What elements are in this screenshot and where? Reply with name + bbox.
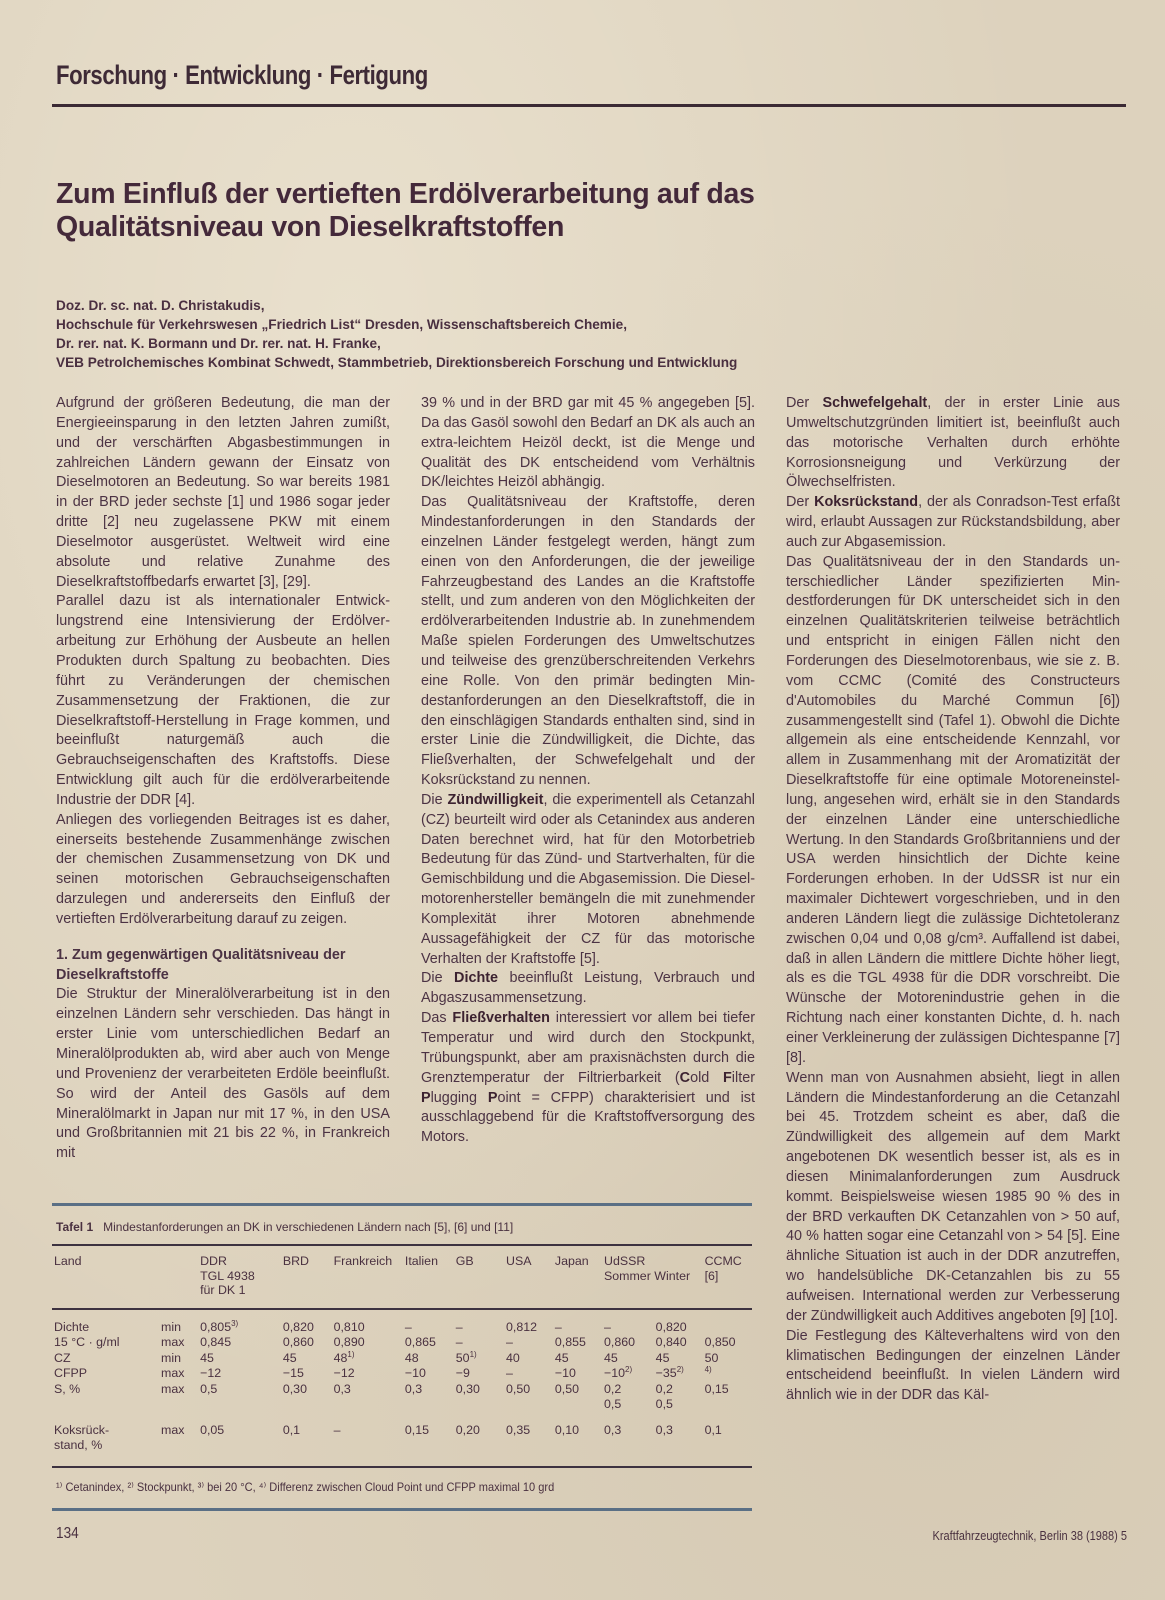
table-cell [504, 1351, 553, 1367]
table-label: Tafel 1 [56, 1220, 94, 1234]
text: Das [421, 1010, 453, 1027]
text: , die experimentell als Cetanzahl (CZ) beurteilt wird oder als Cetanindex aus anderen Daten berechnet wird, hat für den Motorbetrieb Bedeutung für das Zünd- und Startverhalten, für die Gemischbildung und die Abgasemission. Die Dieselmotorenhersteller bemängeln die mit zunehmender Komplexität ihrer Motoren abnehmende Aussagefähigkeit der CZ für das motorische Verhalten der Kraftstoffe [5]. [421, 791, 756, 967]
cell-value: 45 [604, 1350, 618, 1365]
cell-value: – [604, 1319, 611, 1334]
cell-value: 50 [455, 1350, 470, 1365]
table-cell [454, 1382, 504, 1398]
table-cell [332, 1382, 403, 1398]
table-cell [454, 1335, 504, 1351]
cell-value: −12 [333, 1366, 355, 1380]
cell-value: 0,850 [704, 1335, 736, 1349]
table-cell [504, 1310, 553, 1336]
paragraph: Aufgrund der größeren Bedeutung, die man der Energieeinsparung in den letzten Jahren zumißt, und der verschärften Abgasbestimmungen in zahlreichen Ländern gewann der Einsatz von Dieselmotoren an Bedeutung. So war bereits 1981 in der BRD jeder sechste [1] und 1986 sogar jeder dritte [2] neu zugelassene PKW mit einem Dieselmotor ausgerüstet. Weltweit wird eine absolute und relative Zunahme des Dieselkraftstoffbedarfs erwartet [3], [29]. [56, 395, 390, 590]
text: Der [786, 494, 815, 511]
table-cell [703, 1397, 752, 1413]
cell-value: 0,50 [554, 1381, 580, 1396]
cell-value: −10 [554, 1366, 576, 1380]
cell-value: −9 [455, 1366, 470, 1380]
keyword-schwefelgehalt: Schwefelgehalt [822, 395, 928, 411]
author-block [56, 296, 1056, 372]
table-end-rule [52, 1508, 752, 1511]
header-line: für DK 1 [200, 1283, 246, 1297]
cell-value: – [404, 1319, 412, 1334]
row-limit: max [161, 1422, 185, 1437]
text: interessiert vor allem bei tiefer Temperatur und wird durch den Stockpunkt, Trübungspunkt, aber am praxisnächsten durch die Grenztemperatur der Filtrierbarkeit ( [421, 1010, 755, 1086]
cell-value: 48 [404, 1350, 419, 1365]
row-label [52, 1366, 159, 1382]
header-line: TGL 4938 [200, 1268, 255, 1283]
row-label [52, 1413, 159, 1466]
paragraph: Die Struktur der Mineralölverarbeitung ist in den einzelnen Ländern sehr verschieden. Das hängt in erster Linie vom unterschiedlichen Bedarf an Mineralölprodukten ab, wird aber auch von Menge und Provenienz der verarbeiteten Erdöle beeinflußt. So wird der Anteil des Gasöls auf dem Mineralölmarkt in Japan nur mit 17 %, in den USA und Großbritannien mit 21 bis 22 %, in Frankreich mit [56, 986, 390, 1162]
table-cell [403, 1335, 454, 1351]
table-row [52, 1382, 752, 1398]
cell-value: – [506, 1366, 513, 1380]
paragraph [421, 791, 755, 970]
column-header-ddr [198, 1246, 281, 1308]
table-cell [403, 1382, 454, 1398]
text: Die [421, 791, 448, 808]
cell-value: 0,820 [655, 1319, 687, 1334]
section-1-heading: 1. Zum gegenwärtigen Qualitätsniveau der Dieselkraftstoffe [56, 946, 346, 983]
text: lugging [430, 1089, 488, 1106]
author-line: Dr. rer. nat. K. Bormann und Dr. rer. nat. H. Franke, [56, 336, 381, 351]
footnote-marker: 3) [231, 1318, 239, 1328]
table-cell [553, 1413, 602, 1466]
table-cell [553, 1366, 602, 1382]
table-cell [553, 1351, 602, 1367]
column-header-frankreich: Frankreich [333, 1254, 393, 1268]
cell-value: 0,3 [604, 1422, 622, 1437]
cell-value: 0,860 [604, 1335, 636, 1349]
cell-value: 0,845 [200, 1335, 232, 1349]
cell-value: – [333, 1422, 341, 1437]
table-row [52, 1351, 752, 1367]
row-label-text: S, % [54, 1381, 81, 1396]
header-rule [52, 104, 1126, 107]
table-cell [198, 1413, 281, 1466]
column-header-brd: BRD [282, 1254, 310, 1268]
subheader-sommer: Sommer [604, 1268, 651, 1283]
cell-value: 45 [655, 1350, 670, 1365]
row-label [52, 1382, 159, 1398]
row-label [52, 1351, 159, 1367]
table-cell [553, 1310, 602, 1336]
footnote-marker: 1) [469, 1349, 477, 1359]
table-cell [654, 1382, 703, 1398]
table-bottom-rule [52, 1466, 752, 1468]
table-cell [654, 1397, 703, 1413]
table-cell [504, 1413, 553, 1466]
footnote-marker: 2) [676, 1364, 684, 1374]
table-cell [602, 1397, 654, 1413]
cell-value: 45 [200, 1350, 214, 1365]
header-line: DDR [200, 1254, 227, 1268]
table-caption-text: Mindestanforderungen an DK in verschiedenen Ländern nach [5], [6] und [11] [103, 1220, 514, 1234]
text: old [690, 1069, 723, 1086]
table-cell [602, 1335, 654, 1351]
cell-value: 40 [506, 1350, 520, 1365]
text-column-1 [56, 394, 390, 1164]
paragraph: Das Qualitätsniveau der Kraftstoffe, deren Mindestanforderungen in den Standards der einzelnen Länder festgelegt werden, hängt zum einen von den Anforderungen, die der jeweilige Fahrzeugbestand des Landes an die Kraftstoffe stellt, und zum anderen von den Möglichkeiten der erdölverarbeitenden Industrie ab. In zunehmendem Maße spielen Forderungen des Umweltschutzes und teilweise des grenzüberschreitenden Verkehrs eine Rolle. Von den primär bedingten Mindestanforderungen an den Dieselkraftstoff, die in den einschlägigen Standards enthalten sind, sind in erster Linie die Zündwilligkeit, die Dichte, das Fließverhalten, der Schwefelgehalt und der Koksrückstand zu nennen. [421, 494, 755, 789]
paragraph [786, 394, 1120, 493]
row-label-text: CFPP [54, 1366, 88, 1380]
table-cell [504, 1397, 553, 1413]
header-line: [6] [704, 1268, 719, 1283]
table-cell [332, 1397, 403, 1413]
table-top-rule [52, 1203, 752, 1206]
cell-value: 0,10 [554, 1422, 580, 1437]
paragraph: 39 % und in der BRD gar mit 45 % angegeben [5]. Da das Gasöl sowohl den Bedarf an DK als auch an extra-leichtem Heizöl deckt, ist die Menge und Qualität des DK entscheidend vom Verhältnis DK/leichtes Heizöl abhängig. [421, 395, 755, 491]
table-cell [602, 1351, 654, 1367]
table-cell [198, 1310, 281, 1336]
acronym-letter: C [679, 1069, 691, 1086]
text: Die [421, 970, 455, 987]
table-cell [703, 1310, 752, 1336]
table-cell [332, 1413, 403, 1466]
table-cell [654, 1351, 703, 1367]
subheader-winter: Winter [654, 1268, 691, 1283]
table-cell [332, 1335, 403, 1351]
cell-value: −35 [655, 1366, 677, 1380]
cell-value: – [554, 1319, 562, 1334]
text: charakterisiert und ist ausschlaggebend für die Kraftstoffversorgung des Motors. [421, 1089, 755, 1146]
cell-value: – [455, 1319, 463, 1334]
paragraph: Parallel dazu ist als internationaler Entwicklungstrend eine Intensivierung der Erdölverarbeitung zur Erhöhung der Ausbeute an hellen Produkten durch Spaltung zu beobachten. Dies führt zu Veränderungen der chemischen Zusammensetzung der Fraktionen, die zur Dieselkraftstoff-Herstellung in Frage kommen, und beeinflußt naturgemäß auch die Gebrauchseigenschaften des Kraftstoffs. Diese Entwicklung gilt auch für die erdölverarbeitende Industrie der DDR [4]. [56, 593, 390, 808]
cell-value: 0,2 [604, 1381, 622, 1396]
cell-value: 48 [333, 1350, 348, 1365]
title-line-1: Zum Einfluß der vertieften Erdölverarbeitung auf das [56, 178, 755, 210]
paragraph [421, 969, 755, 1009]
text-column-3 [786, 394, 1120, 1406]
cell-value: 0,15 [704, 1381, 729, 1396]
paragraph: Die Festlegung des Kälteverhaltens wird von den klimatischen Bedingungen der einzelnen Länder entscheidend beeinflußt. In vielen Ländern wird ähnlich wie in der DDR das Käl- [786, 1327, 1120, 1404]
row-label [52, 1335, 159, 1351]
table-cell [504, 1382, 553, 1398]
cell-value: 0,2 [655, 1381, 673, 1396]
cell-value: 0,30 [282, 1381, 307, 1396]
table-row [52, 1397, 752, 1413]
keyword-koksrueckstand: Koksrückstand [814, 494, 919, 511]
table-cell [198, 1335, 281, 1351]
cell-value: 0,812 [506, 1319, 538, 1334]
table-cell [553, 1382, 602, 1398]
acronym-letter: P [421, 1089, 431, 1106]
row-label-text: stand, % [54, 1438, 103, 1452]
table-cell [602, 1366, 654, 1382]
text: beeinflußt Leistung, Verbrauch und Abgaszusammensetzung. [421, 970, 756, 1007]
text-column-2 [421, 394, 755, 1148]
text: ilter [731, 1069, 755, 1086]
table-cell [454, 1351, 504, 1367]
table-cell [281, 1310, 332, 1336]
cell-value: 0,860 [282, 1335, 314, 1349]
table-cell [654, 1413, 703, 1466]
row-label-text: Dichte [54, 1319, 90, 1334]
cell-value: −15 [282, 1366, 304, 1380]
acronym-letter: P [487, 1089, 498, 1106]
title-line-2: Qualitätsniveau von Dieselkraftstoffen [56, 211, 565, 243]
cell-value: 0,3 [333, 1381, 351, 1396]
table-cell [703, 1413, 752, 1466]
affiliation-line: VEB Petrolchemisches Kombinat Schwedt, Stammbetrieb, Direktionsbereich Forschung und Entwicklung [56, 355, 738, 370]
table-row [52, 1413, 752, 1466]
table-cell [198, 1366, 281, 1382]
table-cell [654, 1335, 703, 1351]
table-cell [703, 1382, 752, 1398]
row-label [52, 1397, 159, 1413]
column-header-gb: GB [455, 1254, 474, 1268]
table-cell [703, 1351, 752, 1367]
row-limit: max [161, 1381, 185, 1396]
paragraph: Wenn man von Ausnahmen absieht, liegt in allen Ländern die Mindestanforderung an die Cetanzahl bei 45. Trotzdem scheint es aber, daß die Zündwilligkeit des allgemein auf dem Markt angebotenen DK wesentlich besser ist, als es in diesen Minimalanforderungen zum Ausdruck kommt. Beispielsweise wiesen 1985 90 % des in der BRD verkauften DK Cetanzahlen von > 50 auf, 40 % hatten sogar eine Cetanzahl von > 54 [5]. Eine ähnliche Situation ist auch in der DDR anzutreffen, wo handelsübliche DK-Cetanzahlen bis zu 55 aufweisen. International werden zur Verbesserung der Zündwilligkeit auch Additives angeboten [9] [10]. [786, 1069, 1120, 1324]
table-cell [703, 1366, 752, 1382]
cell-value: 0,30 [455, 1381, 480, 1396]
keyword-fliessverhalten: Fließverhalten [452, 1010, 550, 1027]
cell-value: 45 [554, 1350, 569, 1365]
section-heading: Forschung · Entwicklung · Fertigung [56, 60, 428, 90]
cell-value: 0,20 [455, 1422, 480, 1437]
table-1 [52, 1203, 752, 1511]
cell-value: 0,5 [655, 1397, 673, 1411]
table-cell [198, 1382, 281, 1398]
row-label-text: CZ [54, 1350, 71, 1365]
column-header-italien: Italien [404, 1254, 438, 1268]
footnote-marker: 1) [347, 1349, 355, 1359]
column-header-japan: Japan [554, 1254, 589, 1268]
column-header-ccmc [703, 1246, 752, 1308]
cell-value: −10 [604, 1366, 626, 1380]
keyword-zuendwilligkeit: Zündwilligkeit [447, 791, 544, 808]
table-footnote: ¹⁾ Cetanindex, ²⁾ Stockpunkt, ³⁾ bei 20 °C, ⁴⁾ Differenz zwischen Cloud Point und CFPP maximal 10 grd [56, 1479, 555, 1494]
cell-value: 0,810 [333, 1319, 365, 1334]
row-limit: max [161, 1366, 185, 1380]
footnote-marker: 4) [704, 1364, 712, 1374]
cell-value: 0,840 [655, 1335, 687, 1349]
paragraph: Das Qualitätsniveau der in den Standards unterschiedlicher Länder spezifizierten Mindestforderungen für DK unterscheidet sich in den einzelnen Qualitätskriterien teilweise beträchtlich und entspricht in einigen Fällen nicht den Forderungen des Dieselmotorenbaus, wie sie z. B. vom CCMC (Comité des Constructeurs d'Automobiles du Marché Commun [6]) zusammengestellt sind (Tafel 1). Obwohl die Dichte allgemein als eine entscheidende Kennzahl, vor allem in Zusammenhang mit der Aromatizität der Dieselkraftstoffe für eine optimale Motoreneinstellung, angesehen wird, erhält sie in den Standards der einzelnen Länder eine unterschiedliche Wertung. In den Standards Großbritanniens und der USA werden hinsichtlich der Dichte keine Forderungen erhoben. In der UdSSR ist nur ein maximaler Dichtewert vorgeschrieben, und in den anderen Ländern liegt die zulässige Dichtetoleranz zwischen 0,04 und 0,08 g/cm³. Auffallend ist dabei, daß in allen Ländern die mittlere Dichte höher liegt, als es die TGL 4938 für die DDR vorschreibt. Die Wünsche der Motorenindustrie gehen in die Richtung nach einer konstanten Dichte, d. h. nach einer Verkleinerung der zulässigen Dichtespanne [7] [8]. [786, 553, 1120, 1066]
table-cell [403, 1413, 454, 1466]
table-row [52, 1366, 752, 1382]
cell-value: 0,05 [200, 1422, 225, 1437]
table-cell [198, 1351, 281, 1367]
article-title [56, 178, 956, 244]
table-cell [504, 1335, 553, 1351]
table-row [52, 1310, 752, 1336]
table-cell [281, 1397, 332, 1413]
header-line [604, 1269, 701, 1284]
column-header-udssr [602, 1246, 703, 1308]
row-limit: max [161, 1335, 185, 1349]
cell-value: 0,805 [200, 1319, 232, 1334]
table-caption [56, 1220, 752, 1234]
cell-value: 0,3 [655, 1422, 673, 1437]
cell-value: −12 [200, 1366, 222, 1380]
table-cell [281, 1413, 332, 1466]
cell-value: 0,15 [404, 1422, 430, 1437]
cell-value: 50 [704, 1350, 719, 1365]
journal-citation: Kraftfahrzeugtechnik, Berlin 38 (1988) 5 [932, 1529, 1127, 1543]
cell-value: 45 [282, 1350, 297, 1365]
row-limit: min [161, 1350, 181, 1365]
table-cell [332, 1351, 403, 1367]
table-cell [403, 1397, 454, 1413]
page-number: 134 [56, 1525, 79, 1542]
cell-value: 0,5 [604, 1397, 622, 1411]
table-cell [403, 1351, 454, 1367]
table-cell [403, 1310, 454, 1336]
row-limit [159, 1397, 198, 1413]
table-header-row [52, 1246, 752, 1308]
cell-value: 0,890 [333, 1335, 365, 1349]
row-label-text: 15 °C · g/ml [54, 1335, 120, 1349]
cell-value: 0,855 [554, 1335, 586, 1349]
table-cell [654, 1366, 703, 1382]
table-cell [602, 1310, 654, 1336]
text: Der [786, 395, 823, 411]
table-cell [281, 1335, 332, 1351]
table-cell [281, 1366, 332, 1382]
acronym-letter: F [723, 1069, 732, 1086]
column-header-land: Land [54, 1254, 82, 1268]
table-cell [454, 1413, 504, 1466]
table-cell [198, 1397, 281, 1413]
text: , der in erster Linie aus Umweltschutzgründen limitiert ist, beeinflußt auch das motorische Verhalten durch erhöhte Korrosionsneigung und Verkürzung der Ölwechselfristen. [786, 395, 1120, 491]
text: oint = CFPP) [497, 1089, 594, 1106]
table-cell [654, 1310, 703, 1336]
cell-value: 0,5 [200, 1381, 218, 1396]
cell-value: 0,1 [704, 1422, 722, 1437]
header-line: CCMC [704, 1254, 742, 1268]
table-cell [403, 1366, 454, 1382]
paragraph: Anliegen des vorliegenden Beitrages ist es daher, einerseits bestehende Zusammenhänge zwischen der chemischen Zusammensetzung von DK und seinen motorischen Gebrauchseigenschaften darzulegen und andererseits den Einfluß der vertieften Erdölverarbeitung darauf zu zeigen. [56, 811, 390, 927]
table-cell [703, 1335, 752, 1351]
paragraph [786, 493, 1120, 553]
row-label-text: Koksrück- [54, 1422, 110, 1437]
cell-value: – [455, 1335, 463, 1349]
keyword-dichte: Dichte [454, 970, 499, 987]
table-cell [281, 1382, 332, 1398]
affiliation-line: Hochschule für Verkehrswesen „Friedrich List“ Dresden, Wissenschaftsbereich Chemie, [56, 317, 628, 332]
table-row [52, 1335, 752, 1351]
column-header-usa: USA [506, 1254, 532, 1268]
table-cell [454, 1310, 504, 1336]
table-cell [602, 1382, 654, 1398]
cell-value: 0,1 [282, 1422, 301, 1437]
row-limit: min [161, 1319, 181, 1334]
table-cell [504, 1366, 553, 1382]
row-label [52, 1310, 159, 1336]
requirements-table [52, 1246, 752, 1466]
table-cell [454, 1366, 504, 1382]
paragraph [421, 1009, 755, 1148]
table-cell [332, 1366, 403, 1382]
header-line: UdSSR [604, 1254, 646, 1268]
table-cell [332, 1310, 403, 1336]
table-cell [281, 1351, 332, 1367]
cell-value: 0,50 [506, 1381, 531, 1396]
cell-value: −10 [404, 1366, 426, 1380]
cell-value: 0,35 [506, 1422, 531, 1437]
cell-value: 0,820 [282, 1319, 314, 1334]
cell-value: – [506, 1335, 513, 1349]
table-cell [553, 1397, 602, 1413]
footnote-marker: 2) [625, 1364, 633, 1374]
cell-value: 0,865 [404, 1335, 436, 1349]
table-cell [454, 1397, 504, 1413]
table-cell [602, 1413, 654, 1466]
text: , der als Conradson-Test erfaßt wird, erlaubt Aussagen zur Rückstandsbildung, aber auch zur Abgasemission. [786, 494, 1121, 550]
table-cell [553, 1335, 602, 1351]
author-line: Doz. Dr. sc. nat. D. Christakudis, [56, 298, 265, 313]
cell-value: 0,3 [404, 1381, 423, 1396]
